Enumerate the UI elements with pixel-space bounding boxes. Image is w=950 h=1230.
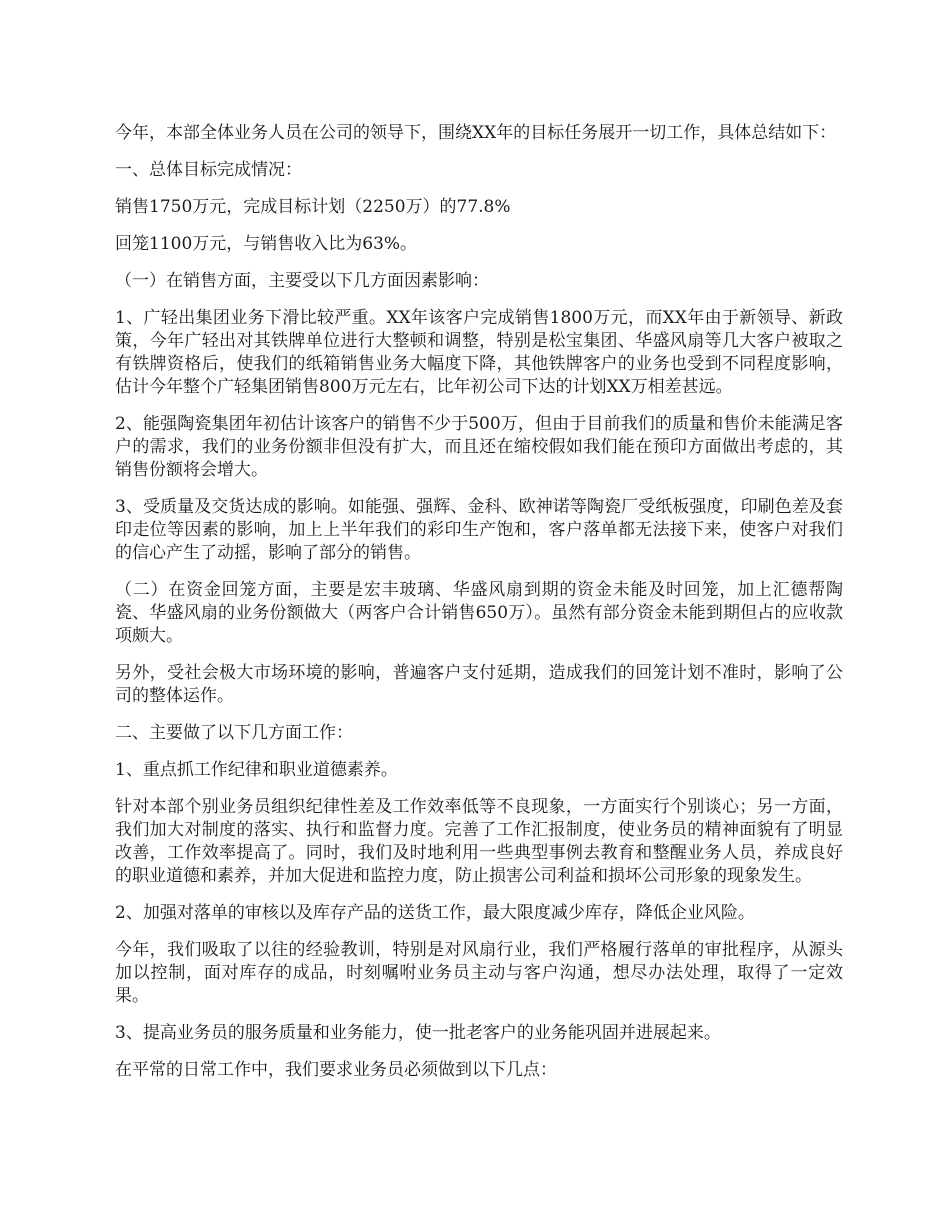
collection-figure-line: 回笼1100万元，与销售收入比为63%。: [115, 234, 418, 254]
document-body: [115, 122, 843, 1096]
work-item-3-heading: 3、提高业务员的服务质量和业务能力，使一批老客户的业务能巩固并进展起来。: [115, 1023, 721, 1043]
subheading-fund-collection: （二）在资金回笼方面，主要是宏丰玻璃、华盛风扇到期的资金未能及时回笼，加上汇德帮陶瓷、华盛风扇的业务份额做大（两客户合计销售650万）。虽然有部分资金未能到期但占的应收款项颇大。: [115, 580, 843, 646]
section-heading-overall-targets: 一、总体目标完成情况：: [115, 160, 302, 180]
sales-figure-line: 销售1750万元，完成目标计划（2250万）的77.8%: [115, 197, 511, 217]
work-item-1-heading: 1、重点抓工作纪律和职业道德素养。: [115, 760, 398, 780]
factor-1-paragraph: 1、广轻出集团业务下滑比较严重。XX年该客户完成销售1800万元，而XX年由于新领导、新政策，今年广轻出对其铁牌单位进行大整顿和调整，特别是松宝集团、华盛风扇等几大客户被取之有铁牌资格后，使我们的纸箱销售业务大幅度下降，其他铁牌客户的业务也受到不同程度影响，估计今年整个广轻集团销售800万元左右，比年初公司下达的计划XX万相差甚远。: [115, 308, 843, 397]
section-heading-main-work: 二、主要做了以下几方面工作：: [115, 723, 353, 743]
work-item-2-heading: 2、加强对落单的审核以及库存产品的送货工作，最大限度减少库存，降低企业风险。: [115, 903, 755, 923]
intro-paragraph: 今年，本部全体业务人员在公司的领导下，围绕XX年的目标任务展开一切工作，具体总结如下：: [115, 123, 837, 143]
work-item-3-detail: 在平常的日常工作中，我们要求业务员必须做到以下几点：: [115, 1060, 557, 1080]
factor-2-paragraph: 2、能强陶瓷集团年初估计该客户的销售不少于500万，但由于目前我们的质量和售价未能满足客户的需求，我们的业务份额非但没有扩大，而且还在缩校假如我们能在预印方面做出考虑的，其销售份额将会增大。: [115, 414, 843, 480]
market-environment-paragraph: 另外，受社会极大市场环境的影响，普遍客户支付延期，造成我们的回笼计划不准时，影响了公司的整体运作。: [115, 663, 843, 706]
subheading-sales-factors: （一）在销售方面，主要受以下几方面因素影响：: [115, 271, 489, 291]
work-item-1-detail: 针对本部个别业务员组织纪律性差及工作效率低等不良现象，一方面实行个别谈心；另一方面，我们加大对制度的落实、执行和监督力度。完善了工作汇报制度，使业务员的精神面貌有了明显改善，工作效率提高了。同时，我们及时地利用一些典型事例去教育和整醒业务人员，养成良好的职业道德和素养，并加大促进和监控力度，防止损害公司利益和损坏公司形象的现象发生。: [115, 797, 843, 886]
work-item-2-detail: 今年，我们吸取了以往的经验教训，特别是对风扇行业，我们严格履行落单的审批程序，从源头加以控制，面对库存的成品，时刻嘱咐业务员主动与客户沟通，想尽办法处理，取得了一定效果。: [115, 940, 843, 1006]
factor-3-paragraph: 3、受质量及交货达成的影响。如能强、强辉、金科、欧神诺等陶瓷厂受纸板强度，印刷色差及套印走位等因素的影响，加上上半年我们的彩印生产饱和，客户落单都无法接下来，使客户对我们的信心产生了动摇，影响了部分的销售。: [115, 497, 843, 563]
